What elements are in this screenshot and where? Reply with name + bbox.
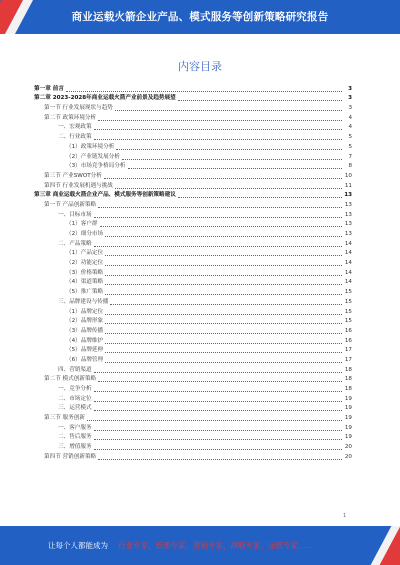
toc-entry-title: （6）品牌管理 [66,356,104,363]
toc-entry-page: 20 [344,453,352,460]
toc-entry[interactable] [34,84,352,94]
toc-entry[interactable] [34,287,352,297]
toc-entry-page: 13 [344,221,352,228]
page-number: 1 [343,513,347,519]
dot-leader [87,420,342,421]
toc-entry-title: 第三章 商业运载火箭企业产品、模式服务等创新策略建议 [34,192,176,199]
dot-leader [110,304,342,305]
toc-entry-title: 三、品牌建设与传播 [58,298,109,305]
toc-entry[interactable] [34,384,352,394]
toc-entry-page: 15 [344,318,352,325]
toc-entry-page: 15 [344,308,352,315]
toc-entry-title: 三、运营模式 [58,405,92,412]
toc-entry-page: 3 [348,105,352,112]
toc-entry-page: 16 [344,327,352,334]
toc-entry[interactable] [34,346,352,356]
toc-entry-title: （2）产业链发展分析 [66,153,120,160]
footer-slogan: 让每个人都能成为 [48,541,108,550]
dot-leader [105,294,342,295]
toc-entry-page: 14 [344,260,352,267]
toc-entry[interactable] [34,433,352,443]
toc-entry[interactable] [34,365,352,375]
toc-entry[interactable] [34,94,352,104]
toc-entry-title: 三、增值服务 [58,444,92,451]
toc-entry-page: 18 [344,386,352,392]
toc-entry-title: （1）客户群 [66,221,98,228]
toc-entry-page: 20 [344,444,352,451]
toc-entry[interactable] [34,229,352,239]
toc-entry-title: 一、宏观政策 [58,124,92,131]
dot-leader [98,120,342,121]
toc-entry[interactable] [34,132,352,142]
toc-entry-page: 13 [344,211,352,218]
toc-entry-title: （5）推广策略 [66,289,104,296]
dot-leader [115,110,342,111]
dot-leader [100,226,342,227]
dot-leader [98,207,342,208]
toc-entry-page: 8 [348,163,352,170]
toc-entry-title: （1）品牌定位 [66,308,104,315]
toc-entry[interactable] [34,423,352,433]
toc-entry-page: 19 [344,405,352,412]
dot-leader [105,352,342,353]
toc-entry-title: 第二节 政策环境分析 [44,114,97,121]
dot-leader [94,449,342,450]
dot-leader [94,372,342,373]
toc-entry-title: 二、行业政策 [58,134,92,141]
toc-entry-page: 3 [348,85,352,92]
toc-entry[interactable] [34,307,352,317]
toc-entry-page: 7 [348,153,352,160]
dot-leader [94,217,342,218]
table-of-contents [34,84,352,462]
toc-entry-page: 16 [344,337,352,344]
toc-entry[interactable] [34,442,352,452]
toc-entry-title: 第二节 模式创新策略 [44,376,97,383]
toc-entry-page: 15 [344,289,352,296]
dot-leader [104,178,342,179]
dot-leader [105,255,342,256]
toc-entry-page: 17 [344,356,352,363]
toc-entry[interactable] [34,142,352,152]
toc-entry-title: 第二章 2023-2028年商业运载火箭产业前景及趋势展望 [34,95,176,102]
dot-leader [94,246,342,247]
toc-entry-title: 第一章 前言 [34,85,64,92]
toc-entry-page: 19 [344,424,352,431]
toc-entry-title: 二、售后服务 [58,434,92,441]
dot-leader [178,100,342,101]
toc-entry-title: 第四节 营销创新策略 [44,453,97,460]
dot-leader [105,333,342,334]
toc-entry-page: 11 [344,182,352,189]
dot-leader [94,129,342,130]
dot-leader [94,410,342,411]
dot-leader [94,430,342,431]
toc-entry[interactable] [34,452,352,462]
toc-entry-title: 第一节 行业发展现状与趋势 [44,105,113,112]
toc-entry-page: 15 [344,298,352,305]
toc-entry-page: 13 [344,192,352,199]
toc-entry[interactable] [34,113,352,123]
toc-entry-title: （2）功能定位 [66,260,104,267]
dot-leader [116,149,342,150]
dot-leader [105,236,342,237]
toc-entry[interactable] [34,103,352,113]
dot-leader [128,168,343,169]
dot-leader [122,159,342,160]
toc-entry[interactable] [34,152,352,162]
toc-entry-title: （1）产品定位 [66,250,104,257]
toc-entry[interactable] [34,317,352,327]
dot-leader [105,275,342,276]
dot-leader [98,381,342,382]
toc-entry[interactable] [34,278,352,288]
toc-entry-page: 19 [344,395,352,402]
toc-entry-title: （5）品牌延伸 [66,347,104,354]
toc-entry-title: （2）细分市场 [66,231,104,237]
dot-leader [105,265,342,266]
dot-leader [94,391,342,392]
toc-entry[interactable] [34,326,352,336]
toc-entry-page: 18 [344,376,352,383]
footer-banner [0,526,400,565]
dot-leader [105,284,342,285]
toc-entry-title: （4）品牌维护 [66,337,104,344]
toc-entry[interactable] [34,210,352,220]
toc-entry[interactable] [34,297,352,307]
dot-leader [94,439,342,440]
toc-entry-title: 一、目标市场 [58,211,92,218]
toc-entry-title: 二、产品策略 [58,240,92,247]
toc-entry-title: 一、客户服务 [58,424,92,431]
toc-entry-title: （3）市场竞争格局分析 [66,163,126,170]
toc-entry-title: 第三节 服务创新 [44,415,85,422]
toc-entry[interactable] [34,249,352,259]
toc-entry[interactable] [34,355,352,365]
toc-entry-page: 13 [344,231,352,237]
toc-entry[interactable] [34,268,352,278]
dot-leader [98,459,342,460]
toc-entry-page: 14 [344,279,352,286]
toc-entry-title: 第三节 产业SWOT分析 [44,172,102,179]
toc-entry-title: 第一节 产品创新策略 [44,201,97,208]
dot-leader [94,401,342,402]
dot-leader [94,139,342,140]
toc-entry[interactable] [34,162,352,172]
dot-leader [115,188,342,189]
dot-leader [105,362,342,363]
toc-entry-page: 3 [348,95,352,102]
toc-entry[interactable] [34,239,352,249]
toc-entry[interactable] [34,375,352,385]
toc-entry[interactable] [34,171,352,181]
toc-entry-title: 四、营销渠道 [58,366,92,373]
toc-entry[interactable] [34,191,352,201]
toc-entry-page: 5 [348,134,352,141]
report-title: 商业运载火箭企业产品、模式服务等创新策略研究报告 [71,11,329,23]
toc-entry[interactable] [34,413,352,423]
toc-entry[interactable] [34,336,352,346]
header-banner [0,0,400,34]
toc-entry-page: 13 [344,201,352,208]
toc-entry[interactable] [34,123,352,133]
toc-entry[interactable] [34,404,352,414]
dot-leader [105,323,342,324]
toc-entry[interactable] [34,258,352,268]
toc-entry[interactable] [34,394,352,404]
toc-entry-page: 14 [344,250,352,257]
dot-leader [178,197,342,198]
toc-entry-page: 17 [344,347,352,354]
footer-roles: 行业专家、管理专家、营销专家、战略专家、运营专家…… [118,541,313,550]
toc-entry-title: （2）品牌形象 [66,318,104,325]
toc-entry-page: 18 [344,366,352,373]
toc-entry-page: 4 [348,114,352,121]
toc-entry-page: 14 [344,269,352,276]
toc-entry[interactable] [34,220,352,230]
toc-entry-title: （1）政策环境分析 [66,143,115,150]
dot-leader [66,91,342,92]
toc-entry-page: 4 [348,124,352,131]
toc-entry-page: 14 [344,240,352,247]
toc-entry-page: 5 [348,143,352,150]
dot-leader [105,314,342,315]
toc-entry-page: 19 [344,415,352,422]
toc-entry-title: （3）品牌传播 [66,327,104,334]
toc-entry[interactable] [34,200,352,210]
toc-heading: 内容目录 [178,60,222,73]
toc-entry-title: （3）价格策略 [66,269,104,276]
toc-entry-title: （4）渠道策略 [66,279,104,286]
toc-entry-page: 19 [344,434,352,441]
dot-leader [105,343,342,344]
toc-entry-title: 二、市场定位 [58,395,92,402]
toc-entry-page: 10 [344,172,352,179]
toc-entry-title: 一、竞争分析 [58,386,92,392]
toc-entry-title: 第四节 行业发展机遇与挑战 [44,182,113,189]
toc-entry[interactable] [34,181,352,191]
